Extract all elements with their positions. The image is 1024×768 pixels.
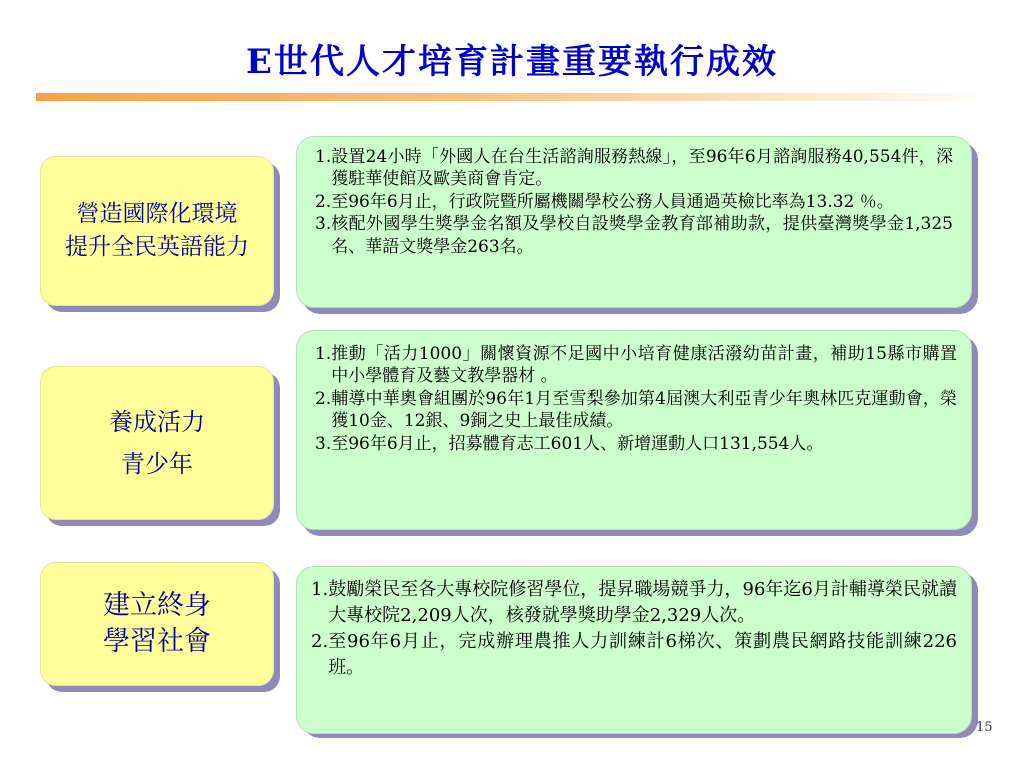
item-text: 推動「活力1000」關懷資源不足國中小培育健康活潑幼苗計畫，補助15縣市購置中小學體育及藝文教學器材 。: [331, 344, 957, 387]
item-text: 至96年6月止，招募體育志工601人、新增運動人口131,554人。: [331, 433, 824, 454]
section-label-line: 學習社會: [103, 626, 211, 657]
item-text: 鼓勵榮民至各大專校院修習學位，提昇職場競爭力，96年迄6月計輔導榮民就讀大專校院2,209人次，核發就學獎助學金2,329人次。: [328, 579, 957, 627]
section-label-line: 青少年: [121, 450, 193, 478]
list-item: [315, 343, 957, 388]
section-label-line: 提升全民英語能力: [65, 234, 249, 260]
item-number: 1.: [311, 579, 329, 600]
title-divider: [36, 93, 990, 101]
section-label-1: [40, 156, 274, 306]
section-label-2: [40, 366, 274, 520]
section-label-line: 營造國際化環境: [76, 200, 238, 227]
section-label-line: 養成活力: [109, 408, 205, 436]
list-item: [311, 577, 957, 629]
page-number: 15: [976, 720, 993, 735]
item-number: 2.: [315, 191, 332, 212]
item-number: 3.: [315, 433, 332, 454]
item-number: 2.: [311, 631, 329, 653]
item-text: 核配外國學生獎學金名額及學校自設獎學金教育部補助款，提供臺灣獎學金1,325名、華語文獎學金263名。: [331, 214, 953, 257]
list-item: [311, 629, 957, 681]
list-item: [315, 146, 953, 191]
item-text: 至96年6月止，完成辦理農推人力訓練計6梯次、策劃農民網路技能訓練226班。: [328, 631, 957, 679]
item-number: 1.: [315, 344, 332, 364]
list-item: [315, 433, 957, 455]
slide-title: E世代人才培育計畫重要執行成效: [246, 42, 778, 82]
item-number: 1.: [315, 147, 332, 167]
item-text: 設置24小時「外國人在台生活諮詢服務熱線」，至96年6月諮詢服務40,554件，深獲駐華使館及歐美商會肯定。: [331, 147, 953, 190]
section-content-2: [296, 330, 972, 530]
section-label-line: 建立終身: [103, 589, 211, 621]
item-text: 輔導中華奧會組團於96年1月至雪梨參加第4屆澳大利亞青少年奧林匹克運動會，榮獲10金、12銀、9銅之史上最佳成績。: [331, 388, 957, 432]
section-content-3: [296, 566, 972, 734]
section-label-3: [40, 562, 274, 686]
list-item: [315, 213, 953, 258]
list-item: [315, 191, 953, 213]
item-text: 至96年6月止，行政院暨所屬機關學校公務人員通過英檢比率為13.32 ％。: [331, 191, 894, 212]
item-number: 3.: [315, 214, 332, 235]
item-number: 2.: [315, 388, 332, 409]
list-item: [315, 388, 957, 433]
section-content-1: [296, 136, 972, 308]
